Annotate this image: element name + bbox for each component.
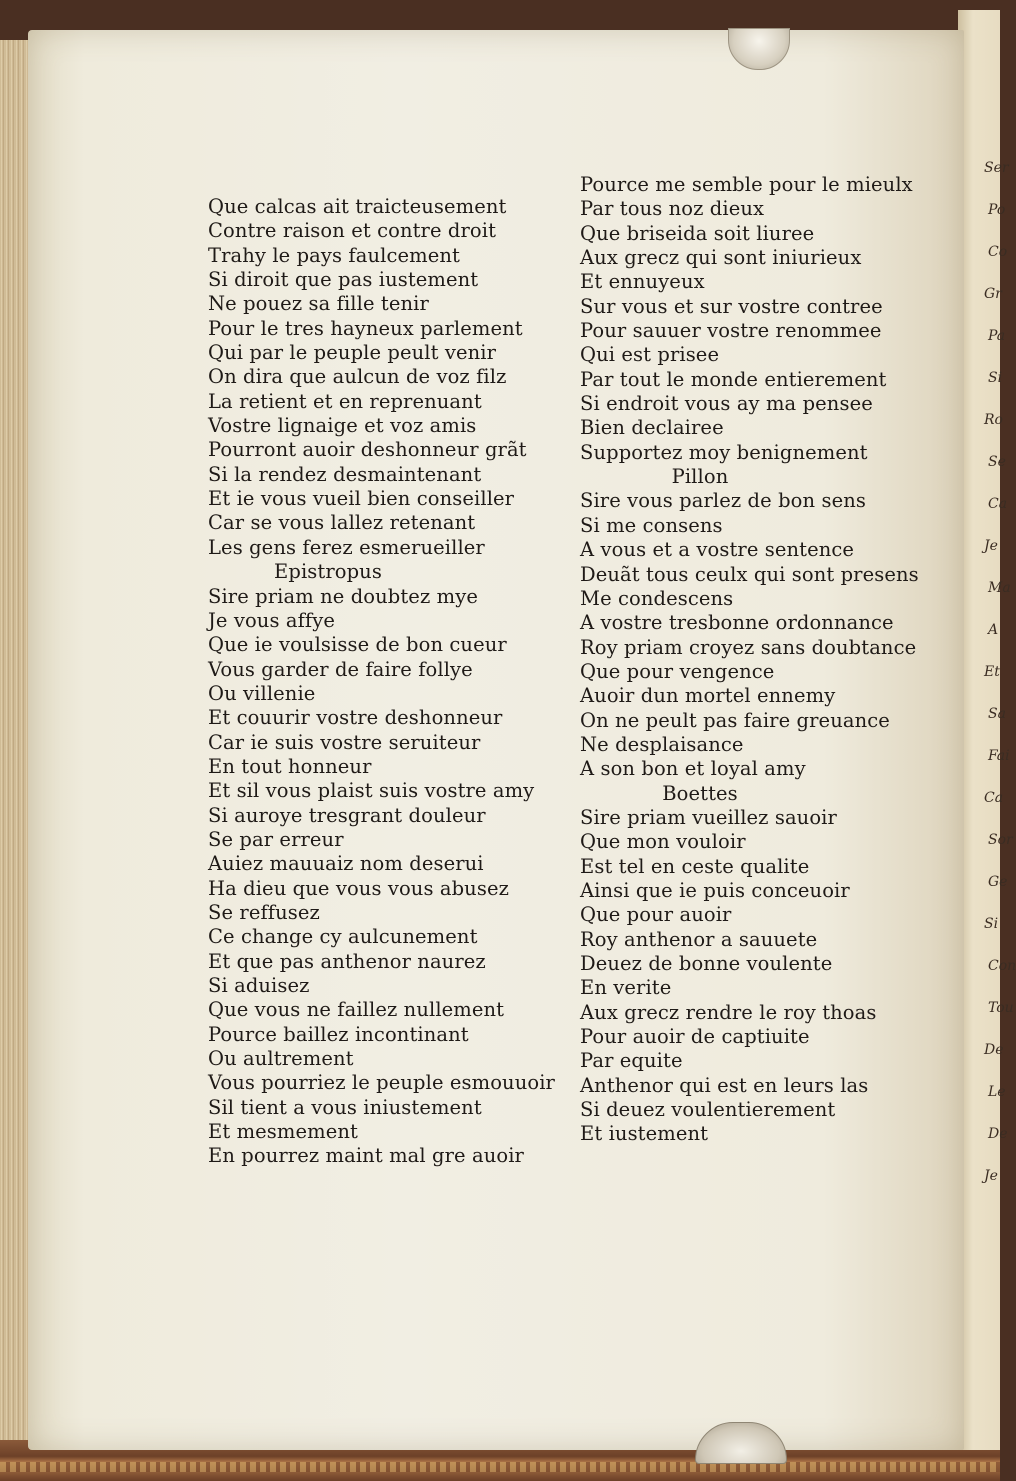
verse-line: Ou aultrement <box>208 1047 354 1071</box>
verse-line: Qui est prisee <box>580 343 720 367</box>
verse-line: Et ennuyeux <box>580 270 705 294</box>
verse-line: Se reffusez <box>208 900 320 924</box>
speaker-name: Epistropus <box>274 560 382 584</box>
verse-line: Si aduisez <box>208 974 310 997</box>
speaker-name: Pillon <box>671 465 729 489</box>
text-column-right <box>580 173 940 1147</box>
verse-line: Deuez de bonne voulente <box>580 952 833 975</box>
verse-line: Par equite <box>580 1049 683 1073</box>
verse-line: Sire vous parlez de bon sens <box>580 489 866 513</box>
verse-line: Pource baillez incontinant <box>208 1022 469 1046</box>
verse-line: Ainsi que ie puis conceuoir <box>580 878 850 902</box>
verse-line: Et ie vous vueil bien conseiller <box>208 487 515 511</box>
verse-line: Vous garder de faire follye <box>208 657 473 681</box>
gilt-edge <box>0 1462 1000 1472</box>
verse-line: Auoir dun mortel ennemy <box>580 684 836 708</box>
verse-line: Anthenor qui est en leurs las <box>580 1073 869 1097</box>
facing-page-fragment: Si <box>984 916 999 932</box>
verse-line: Que ie voulsisse de bon cueur <box>208 633 507 657</box>
verse-line: Pour auoir de captiuite <box>580 1025 810 1049</box>
verse-line: En tout honneur <box>208 754 372 778</box>
text-column-left <box>208 195 578 1169</box>
verse-line: Bien declairee <box>580 416 724 440</box>
verse-line: Que briseida soit liuree <box>580 221 815 245</box>
verse-line: Ou villenie <box>208 681 316 705</box>
facing-page-fragment: Je <box>984 1168 998 1184</box>
verse-line: A vous et a vostre sentence <box>580 538 855 562</box>
facing-page-fragment: Et <box>984 664 1000 680</box>
verse-line: Par tout le monde entierement <box>580 367 887 391</box>
facing-page-fragment: Ro <box>984 412 1003 428</box>
verse-line: Et mesmement <box>208 1120 358 1144</box>
facing-page-fragment: Se <box>988 454 1006 470</box>
verse-line: La retient et en reprenuant <box>208 389 482 413</box>
facing-page-fragment: De <box>988 1126 1008 1142</box>
facing-page-fragment: Le <box>988 1084 1006 1100</box>
facing-page-fragment: Ge <box>988 874 1008 890</box>
verse-line: Pourront auoir deshonneur grãt <box>208 438 527 462</box>
verse-line: Si deuez voulentierement <box>580 1098 836 1122</box>
verse-line: Aux grecz rendre le roy thoas <box>580 1000 877 1024</box>
verse-line: Aux grecz qui sont iniurieux <box>580 246 862 270</box>
facing-page-fragment: Pa <box>988 328 1006 344</box>
verse-line: En verite <box>580 976 672 1000</box>
facing-page-fragment: Fai <box>988 748 1010 764</box>
facing-page-fragment: Con <box>988 958 1016 974</box>
verse-line: Pour sauuer vostre renommee <box>580 319 882 343</box>
verse-line: Je vous affye <box>208 608 335 632</box>
verse-line: Par tous noz dieux <box>580 197 765 221</box>
verse-line: Qui par le peuple peult venir <box>208 341 497 365</box>
verse-line: Me condescens <box>580 586 734 610</box>
verse-line: Roy anthenor a sauuete <box>580 927 818 951</box>
verse-line: Supportez moy benignement <box>580 440 868 464</box>
verse-line: Et que pas anthenor naurez <box>208 949 486 973</box>
verse-line: Car se vous lallez retenant <box>208 511 476 535</box>
facing-page-fragment: Sa <box>988 706 1006 722</box>
verse-line: Contre raison et contre droit <box>208 219 497 243</box>
facing-page-fragment: Ca <box>988 496 1008 512</box>
facing-page-fragment: Ca <box>984 790 1004 806</box>
verse-line: Pource me semble pour le mieulx <box>580 173 913 196</box>
verse-line: Ce change cy aulcunement <box>208 925 478 949</box>
facing-page-fragment: Gr <box>984 286 1002 302</box>
verse-line: Que pour vengence <box>580 659 775 683</box>
verse-line: Si endroit vous ay ma pensee <box>580 392 873 416</box>
verse-line: Et couurir vostre deshonneur <box>208 706 503 730</box>
verse-line: Pour le tres hayneux parlement <box>208 316 523 340</box>
facing-page-fragment: A <box>988 622 999 638</box>
verse-line: Est tel en ceste qualite <box>580 854 810 878</box>
facing-page-fragment: De <box>984 1042 1004 1058</box>
verse-line: Roy priam croyez sans doubtance <box>580 635 917 659</box>
verse-line: Deuãt tous ceulx qui sont presens <box>580 562 919 586</box>
facing-page-fragment: Si <box>988 370 1003 386</box>
verse-line: En pourrez maint mal gre auoir <box>208 1144 524 1168</box>
verse-line: A son bon et loyal amy <box>580 757 806 781</box>
verse-line: Sil tient a vous iniustement <box>208 1095 482 1119</box>
verse-line: Auiez mauuaiz nom deserui <box>208 852 484 876</box>
facing-page-fragment: Co <box>988 244 1008 260</box>
speaker-name: Boettes <box>662 781 738 805</box>
verse-line: Trahy le pays faulcement <box>208 243 460 267</box>
verse-line: Si diroit que pas iustement <box>208 268 479 292</box>
verse-line: Que pour auoir <box>580 903 732 927</box>
facing-page-fragment: Ma <box>988 580 1011 596</box>
verse-line: Vous pourriez le peuple esmouuoir <box>208 1071 555 1095</box>
verse-line: Ha dieu que vous vous abusez <box>208 876 509 900</box>
facing-page-fragment: Po <box>988 202 1006 218</box>
verse-line: A vostre tresbonne ordonnance <box>580 611 894 635</box>
verse-line: Ne desplaisance <box>580 732 744 756</box>
facing-page-fragment: Ser <box>984 160 1009 176</box>
verse-line: Sire priam vueillez sauoir <box>580 805 837 829</box>
verse-line: Que calcas ait traicteusement <box>208 195 507 218</box>
verse-line: Et iustement <box>580 1122 709 1146</box>
verse-line: Que mon vouloir <box>580 830 746 854</box>
verse-line: Si la rendez desmaintenant <box>208 462 482 486</box>
facing-page-fragment: Tou <box>988 1000 1014 1016</box>
verse-line: Sire priam ne doubtez mye <box>208 584 478 608</box>
facing-page-edge <box>958 10 1016 1450</box>
verse-line: Les gens ferez esmerueiller <box>208 535 485 559</box>
verse-line: Et sil vous plaist suis vostre amy <box>208 779 535 803</box>
verse-line: Vostre lignaige et voz amis <box>208 414 477 438</box>
verse-line: Car ie suis vostre seruiteur <box>208 730 481 754</box>
verse-line: On dira que aulcun de voz filz <box>208 365 507 389</box>
verse-line: Se par erreur <box>208 827 344 851</box>
verse-line: Si auroye tresgrant douleur <box>208 803 486 827</box>
facing-page-fragment: Sor <box>988 832 1013 848</box>
verse-line: Ne pouez sa fille tenir <box>208 292 429 316</box>
verse-line: Si me consens <box>580 513 723 537</box>
verse-line: On ne peult pas faire greuance <box>580 708 890 732</box>
verse-line: Que vous ne faillez nullement <box>208 998 505 1022</box>
facing-page-fragment: Je <box>984 538 998 554</box>
verse-line: Sur vous et sur vostre contree <box>580 294 883 318</box>
